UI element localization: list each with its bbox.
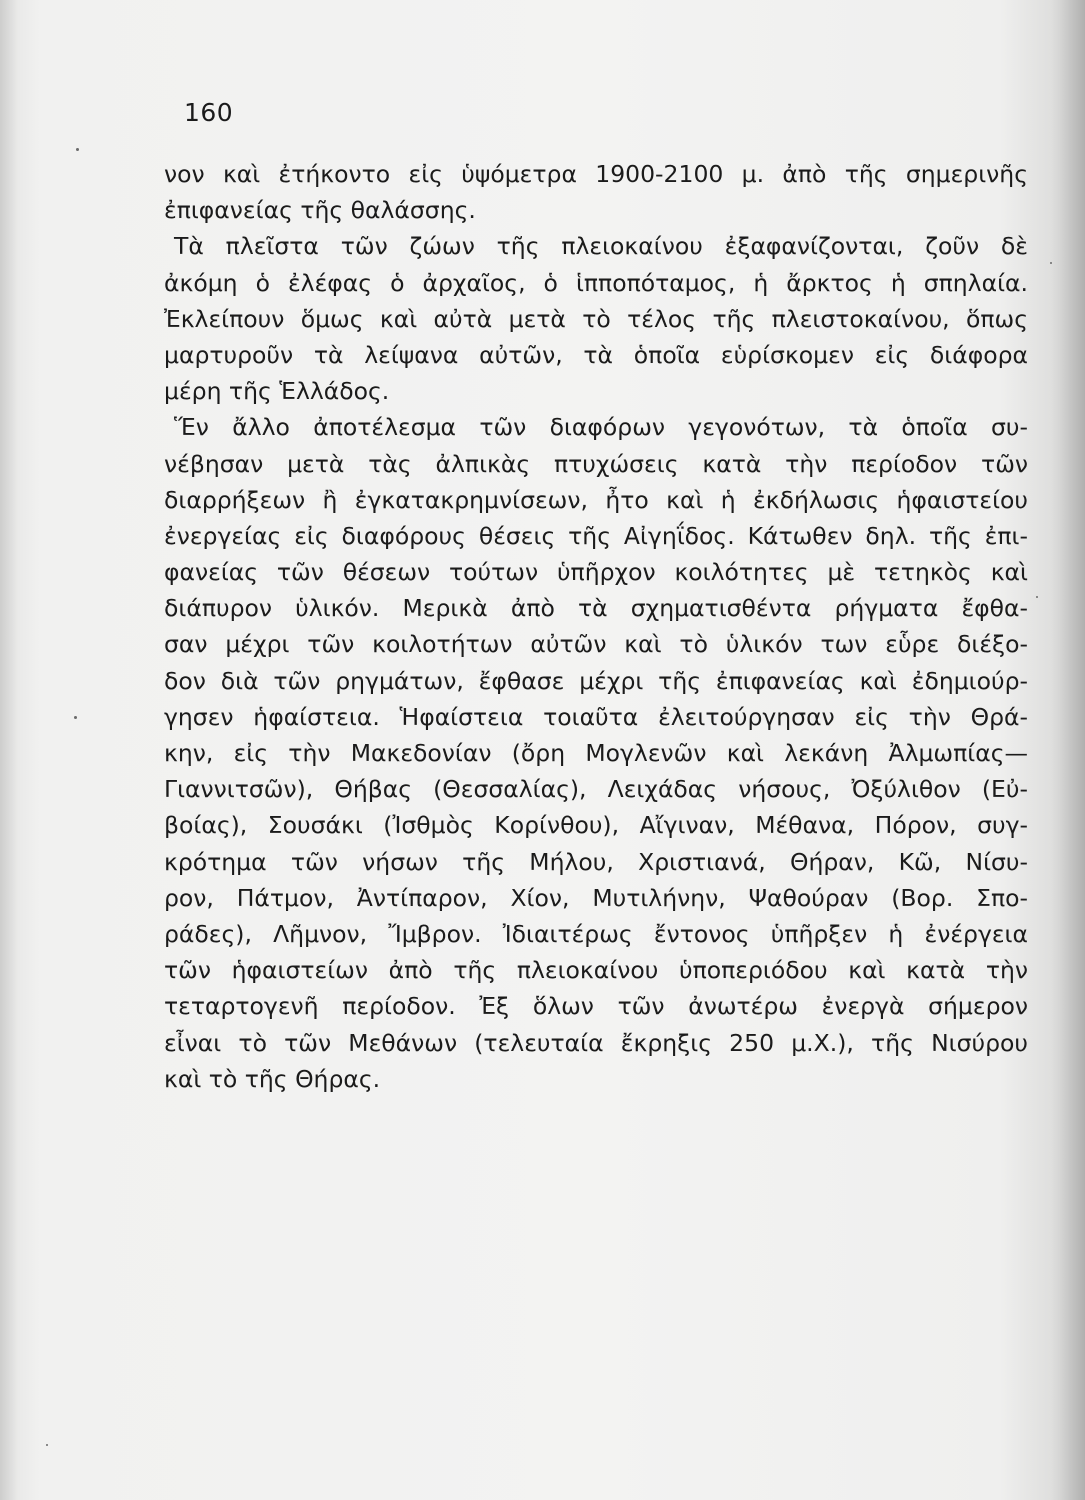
text-line: διάπυρον ὑλικόν. Μερικὰ ἀπὸ τὰ σχηματισθέντα ρήγματα ἔφθα- — [164, 594, 1028, 623]
text-line: εἶναι τὸ τῶν Μεθάνων (τελευταία ἔκρηξις 250 μ.Χ.), τῆς Νισύρου — [164, 1028, 1028, 1057]
scan-speck — [46, 1444, 48, 1446]
text-line: ἐνεργείας εἰς διαφόρους θέσεις τῆς Αἰγηΐδος. Κάτωθεν δηλ. τῆς ἐπι- — [164, 521, 1028, 550]
text-line: διαρρήξεων ἢ ἐγκατακρημνίσεων, ἦτο καὶ ἡ ἐκδήλωσις ἡφαιστείου — [164, 485, 1028, 514]
text-line: δον διὰ τῶν ρηγμάτων, ἔφθασε μέχρι τῆς ἐπιφανείας καὶ ἐδημιούρ- — [164, 666, 1028, 695]
text-line: νον καὶ ἐτήκοντο εἰς ὑψόμετρα 1900-2100 μ. ἀπὸ τῆς σημερινῆς — [164, 160, 1028, 188]
scan-speck — [76, 148, 79, 151]
text-line: σαν μέχρι τῶν κοιλοτήτων αὐτῶν καὶ τὸ ὑλικόν των εὗρε διέξο- — [164, 630, 1028, 659]
text-line: φανείας τῶν θέσεων τούτων ὑπῆρχον κοιλότητες μὲ τετηκὸς καὶ — [164, 558, 1028, 587]
text-line: κην, εἰς τὴν Μακεδονίαν (ὄρη Μογλενῶν καὶ λεκάνη Ἀλμωπίας— — [164, 739, 1028, 767]
page-binding-shadow — [1051, 0, 1085, 1500]
text-line: ράδες), Λῆμνον, Ἴμβρον. Ἰδιαιτέρως ἔντονος ὑπῆρξεν ἡ ἐνέργεια — [164, 919, 1028, 948]
scan-speck — [74, 716, 77, 719]
text-line: ἐπιφανείας τῆς θαλάσσης. — [164, 196, 476, 225]
text-line: Ἐκλείπουν ὅμως καὶ αὐτὰ μετὰ τὸ τέλος τῆς πλειστοκαίνου, ὅπως — [164, 304, 1028, 333]
body-text — [164, 156, 1028, 1097]
scan-speck — [1036, 596, 1038, 598]
text-line: τεταρτογενῆ περίοδον. Ἐξ ὅλων τῶν ἀνωτέρω ἐνεργὰ σήμερον — [164, 992, 1028, 1021]
text-line: κρότημα τῶν νήσων τῆς Μήλου, Χριστιανά, Θήραν, Κῶ, Νίσυ- — [164, 847, 1028, 876]
page-left-edge-shadow — [0, 0, 18, 1500]
page-number: 160 — [184, 98, 234, 127]
scan-speck — [1050, 262, 1052, 264]
text-line: ρον, Πάτμον, Ἀντίπαρον, Χίον, Μυτιλήνην, Ψαθούραν (Βορ. Σπο- — [164, 883, 1028, 912]
text-line: τῶν ἡφαιστείων ἀπὸ τῆς πλειοκαίνου ὑποπεριόδου καὶ κατὰ τὴν — [164, 956, 1028, 985]
text-line: Γιαννιτσῶν), Θήβας (Θεσσαλίας), Λειχάδας νήσους, Ὀξύλιθον (Εὐ- — [164, 775, 1028, 804]
text-line: νέβησαν μετὰ τὰς ἀλπικὰς πτυχώσεις κατὰ τὴν περίοδον τῶν — [164, 449, 1028, 478]
text-line: Τὰ πλεῖστα τῶν ζώων τῆς πλειοκαίνου ἐξαφανίζονται, ζοῦν δὲ — [174, 232, 1028, 261]
text-line: γησεν ἡφαίστεια. Ἡφαίστεια τοιαῦτα ἐλειτούργησαν εἰς τὴν Θρά- — [164, 702, 1028, 731]
text-line: βοίας), Σουσάκι (Ἰσθμὸς Κορίνθου), Αἴγιναν, Μέθανα, Πόρον, συγ- — [164, 811, 1028, 840]
text-line: μέρη τῆς Ἑλλάδος. — [164, 377, 390, 406]
text-line: καὶ τὸ τῆς Θήρας. — [164, 1064, 381, 1093]
text-line: μαρτυροῦν τὰ λείψανα αὐτῶν, τὰ ὁποῖα εὑρίσκομεν εἰς διάφορα — [164, 340, 1028, 369]
text-line: ἀκόμη ὁ ἐλέφας ὁ ἀρχαῖος, ὁ ἱπποπόταμος, ἡ ἄρκτος ἡ σπηλαία. — [164, 268, 1028, 297]
text-line: Ἕν ἄλλο ἀποτέλεσμα τῶν διαφόρων γεγονότων, τὰ ὁποῖα συ- — [174, 413, 1028, 442]
